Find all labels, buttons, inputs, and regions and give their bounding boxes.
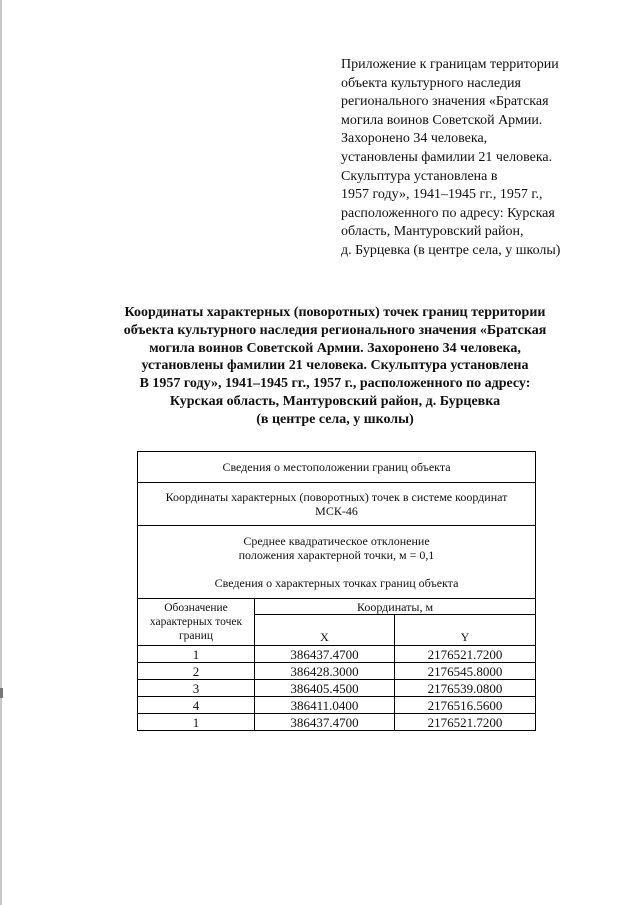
appendix-line: 1957 году», 1941–1945 гг., 1957 г., — [341, 187, 543, 203]
table-row — [138, 680, 536, 697]
x-cell: 386411.0400 — [255, 697, 395, 714]
heading-line: В 1957 году», 1941–1945 гг., 1957 г., расположенного по адресу: — [139, 376, 531, 392]
point-cell: 1 — [138, 646, 255, 663]
coord-system-name: МСК-46 — [315, 504, 358, 518]
appendix-line: Скульптура установлена в — [341, 168, 498, 184]
points-info: Сведения о характерных точках границ объекта — [214, 576, 459, 590]
point-cell: 2 — [138, 663, 255, 680]
y-cell: 2176521.7200 — [395, 646, 536, 663]
y-cell: 2176521.7200 — [395, 714, 536, 731]
coord-system-line: Координаты характерных (поворотных) точек в системе координат — [165, 490, 508, 504]
table-row — [138, 646, 536, 663]
appendix-line: регионального значения «Братская — [341, 94, 549, 110]
x-cell: 386428.3000 — [255, 663, 395, 680]
y-cell: 2176545.8000 — [395, 663, 536, 680]
coordinates-table — [137, 451, 536, 731]
heading-line: установлены фамилии 21 человека. Скульптура установлена — [141, 358, 529, 374]
appendix-line: установлены фамилии 21 человека. — [341, 149, 553, 165]
heading-line: Курская область, Мантуровский район, д. Бурцевка — [169, 393, 501, 409]
location-info-cell: Сведения о местоположении границ объекта — [138, 452, 536, 483]
x-cell: 386437.4700 — [255, 646, 395, 663]
point-header-line: характерных точек — [149, 616, 243, 628]
coord-system-cell — [138, 483, 536, 526]
appendix-line: объекта культурного наследия — [341, 75, 521, 91]
point-header-line: границ — [178, 630, 214, 642]
accuracy-value: положения характерной точки, м = 0,1 — [238, 548, 435, 562]
heading-line: могила воинов Советской Армии. Захоронено 34 человека, — [149, 340, 521, 356]
appendix-line: д. Бурцевка (в центре села, у школы) — [341, 242, 561, 258]
point-cell: 3 — [138, 680, 255, 697]
appendix-line: могила воинов Советской Армии. — [341, 112, 543, 128]
heading-line: Координаты характерных (поворотных) точек границ территории — [124, 305, 546, 320]
appendix-line: область, Мантуровский район, — [341, 224, 524, 240]
appendix-line: Захоронено 34 человека, — [341, 131, 488, 147]
accuracy-line: Среднее квадратическое отклонение — [243, 534, 430, 548]
heading-line: (в центре села, у школы) — [256, 411, 414, 427]
appendix-line: расположенного по адресу: Курская — [341, 205, 555, 221]
point-header-line: Обозначение — [164, 602, 228, 614]
scan-artifact — [0, 688, 3, 698]
table-row — [138, 714, 536, 731]
coords-column-header: Координаты, м — [255, 599, 536, 615]
accuracy-cell — [138, 526, 536, 599]
scan-edge — [0, 0, 2, 905]
y-column-header: Y — [395, 615, 536, 646]
heading-line: объекта культурного наследия регионального значения «Братская — [123, 322, 547, 338]
x-cell: 386437.4700 — [255, 714, 395, 731]
document-heading — [100, 304, 570, 429]
point-column-header — [138, 599, 255, 646]
appendix-line: Приложение к границам территории — [341, 57, 559, 72]
y-cell: 2176516.5600 — [395, 697, 536, 714]
x-column-header: X — [255, 615, 395, 646]
y-cell: 2176539.0800 — [395, 680, 536, 697]
x-cell: 386405.4500 — [255, 680, 395, 697]
appendix-note — [341, 56, 578, 261]
table-row — [138, 697, 536, 714]
table-row — [138, 663, 536, 680]
point-cell: 4 — [138, 697, 255, 714]
point-cell: 1 — [138, 714, 255, 731]
